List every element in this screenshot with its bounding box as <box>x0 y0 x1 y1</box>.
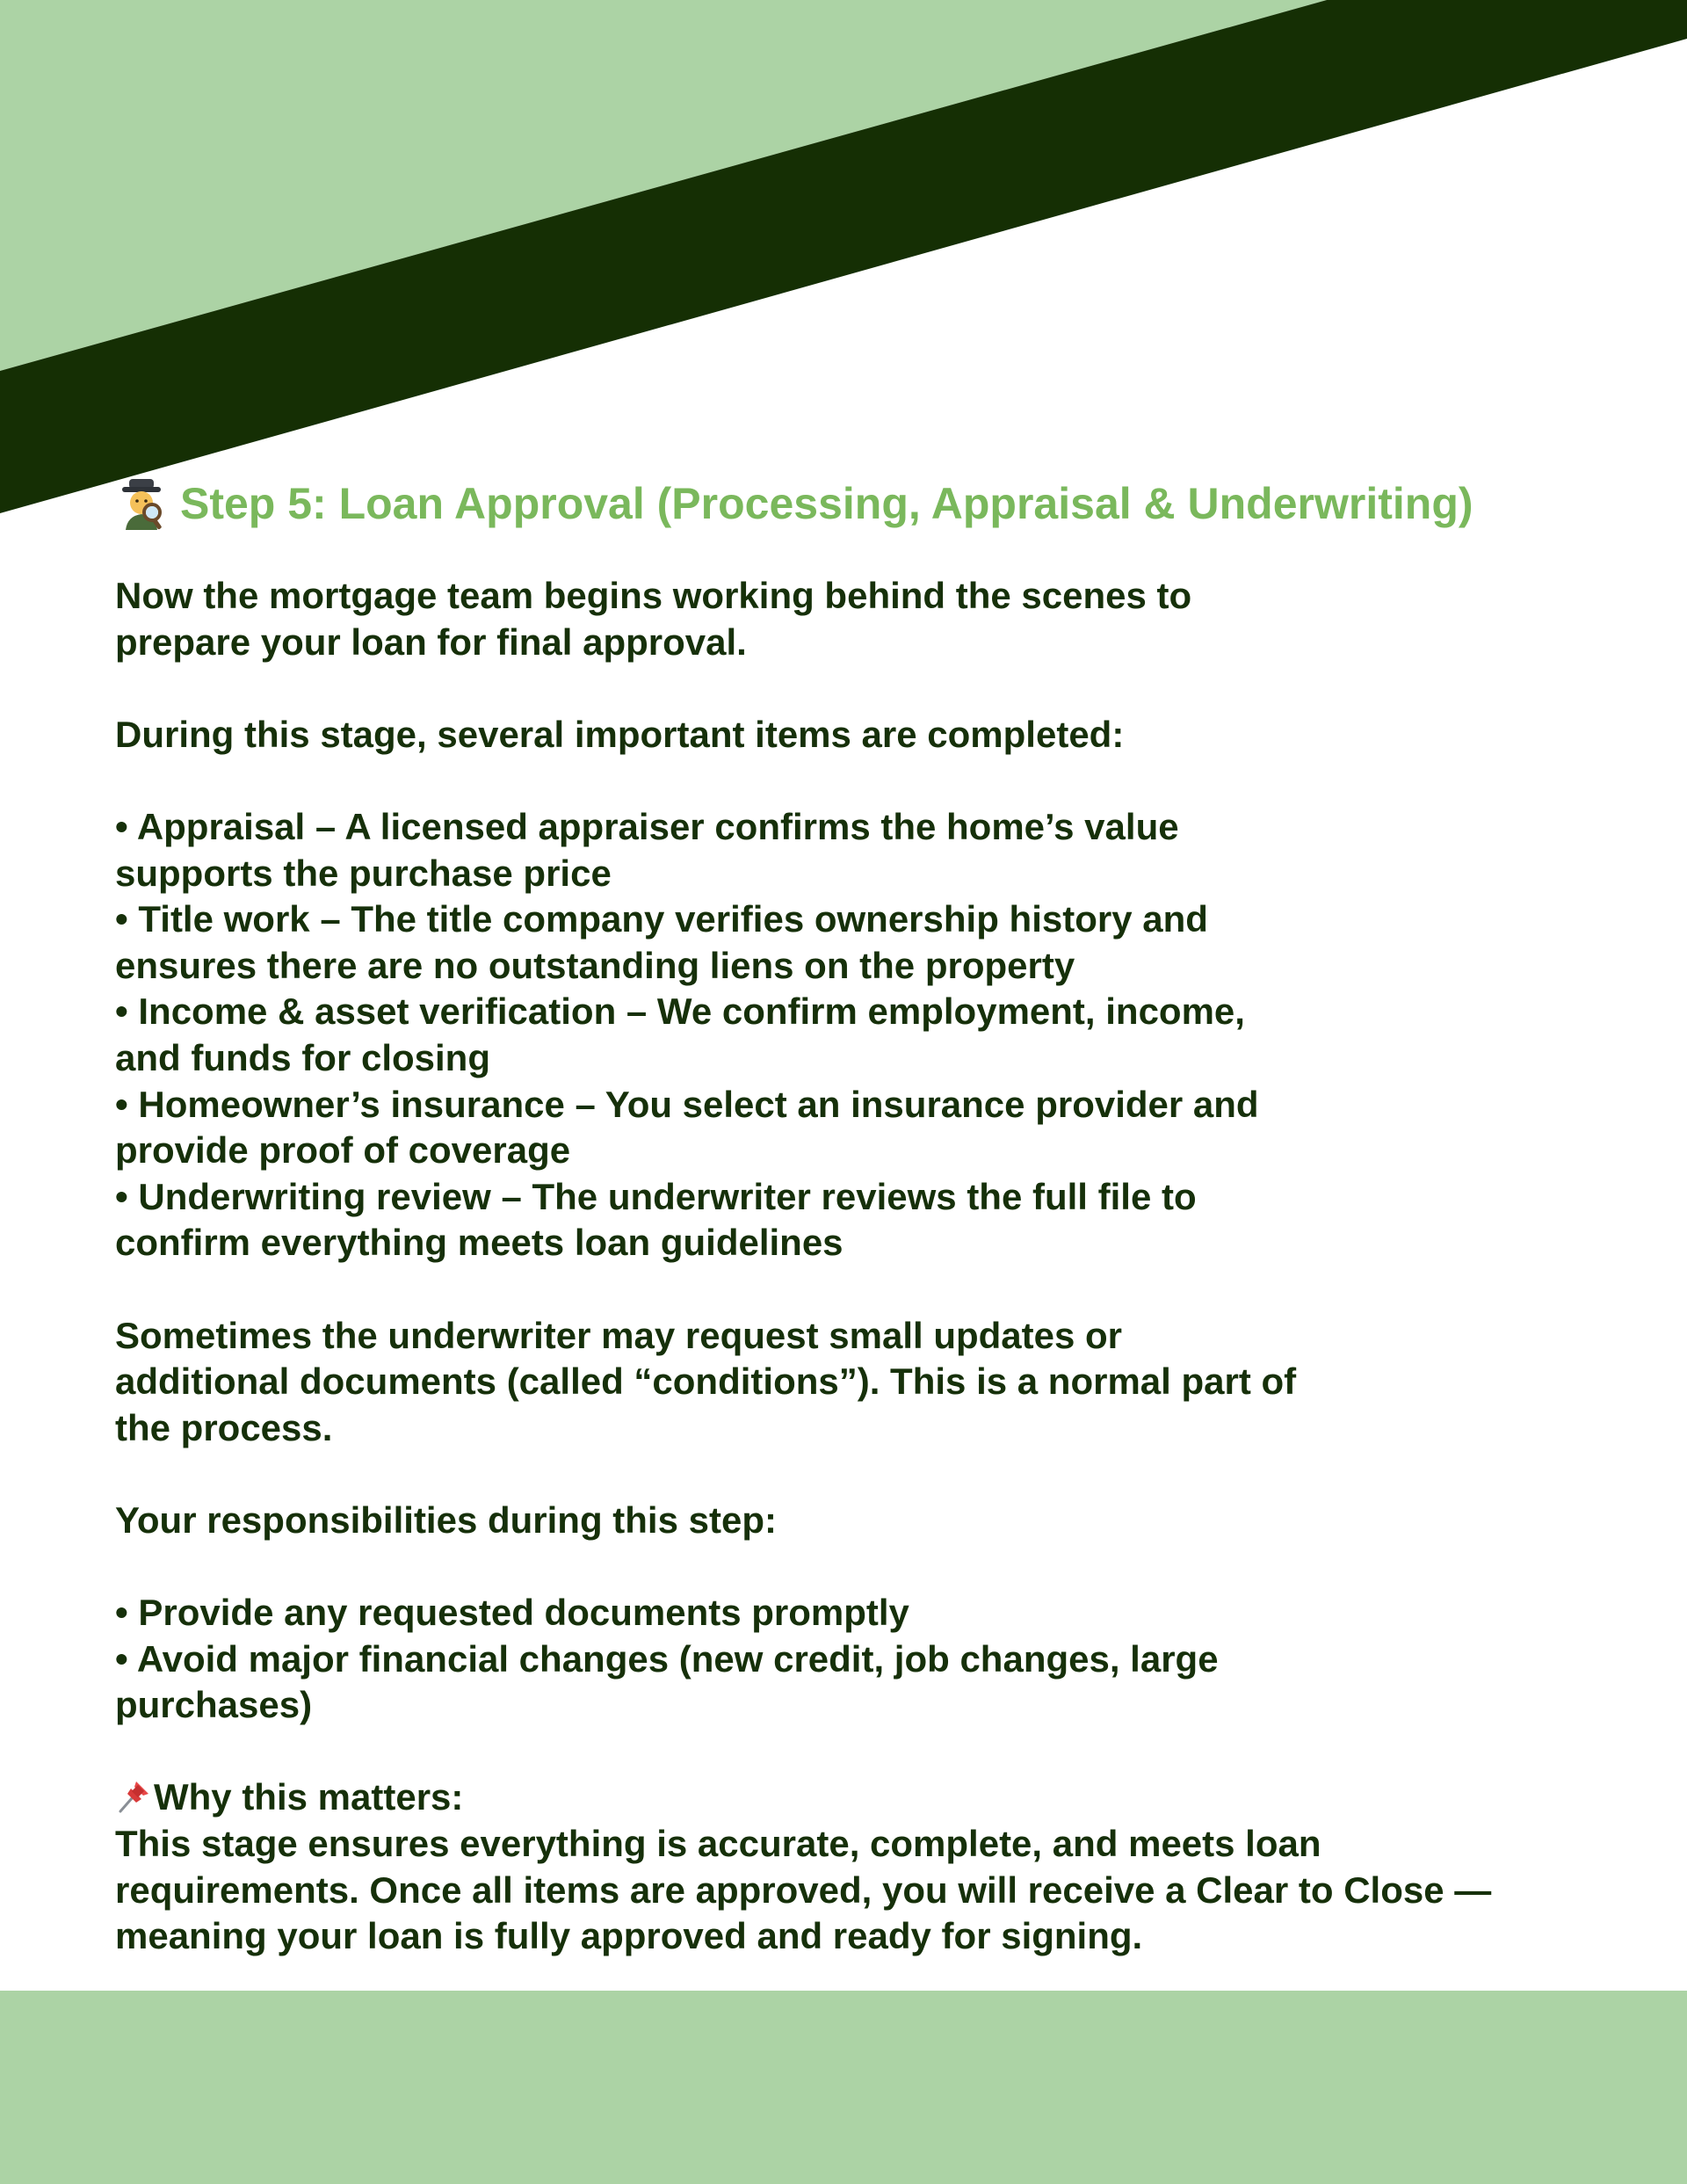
intro-line: Now the mortgage team begins working behind the scenes to <box>115 575 1192 616</box>
footer-band <box>0 1991 1687 2184</box>
responsibility-financial: • Avoid major financial changes (new credit, job changes, large <box>115 1637 1219 1680</box>
items-intro: During this stage, several important items are completed: <box>115 713 1125 755</box>
why-heading <box>115 1774 1609 1821</box>
item-insurance-cont: provide proof of coverage <box>115 1129 571 1172</box>
item-appraisal: • Appraisal – A licensed appraiser confirms the home’s value <box>115 805 1179 847</box>
why-heading-text: Why this matters: <box>154 1776 464 1818</box>
item-title-work: • Title work – The title company verifies ownership history and <box>115 898 1208 940</box>
why-line: This stage ensures everything is accurate, complete, and meets loan <box>115 1823 1321 1865</box>
conditions-note-line: Sometimes the underwriter may request small updates or <box>115 1314 1123 1356</box>
responsibilities-heading: Your responsibilities during this step: <box>115 1498 777 1541</box>
responsibility-documents: • Provide any requested documents promptly <box>115 1592 909 1634</box>
conditions-note-line: additional documents (called “conditions”). This is a normal part of <box>115 1360 1297 1403</box>
why-line: requirements. Once all items are approved, you will receive a Clear to Close — <box>115 1868 1492 1911</box>
page-title-text: Step 5: Loan Approval (Processing, Appraisal & Underwriting) <box>180 479 1473 528</box>
detective-icon <box>115 477 168 530</box>
item-appraisal-cont: supports the purchase price <box>115 852 612 894</box>
item-insurance: • Homeowner’s insurance – You select an insurance provider and <box>115 1083 1259 1125</box>
body-text <box>115 573 1609 1960</box>
header-banner <box>0 0 1687 527</box>
page-title <box>115 473 1609 534</box>
item-income-asset-cont: and funds for closing <box>115 1036 490 1078</box>
item-title-work-cont: ensures there are no outstanding liens on the property <box>115 944 1075 986</box>
pushpin-icon <box>115 1776 154 1815</box>
why-line: meaning your loan is fully approved and ready for signing. <box>115 1915 1143 1957</box>
responsibility-financial-cont: purchases) <box>115 1684 313 1726</box>
page-content <box>115 473 1609 1960</box>
item-underwriting-cont: confirm everything meets loan guidelines <box>115 1222 844 1264</box>
item-income-asset: • Income & asset verification – We confirm employment, income, <box>115 990 1245 1033</box>
item-underwriting: • Underwriting review – The underwriter reviews the full file to <box>115 1175 1197 1217</box>
intro-line: prepare your loan for final approval. <box>115 620 747 663</box>
conditions-note-line: the process. <box>115 1406 333 1448</box>
